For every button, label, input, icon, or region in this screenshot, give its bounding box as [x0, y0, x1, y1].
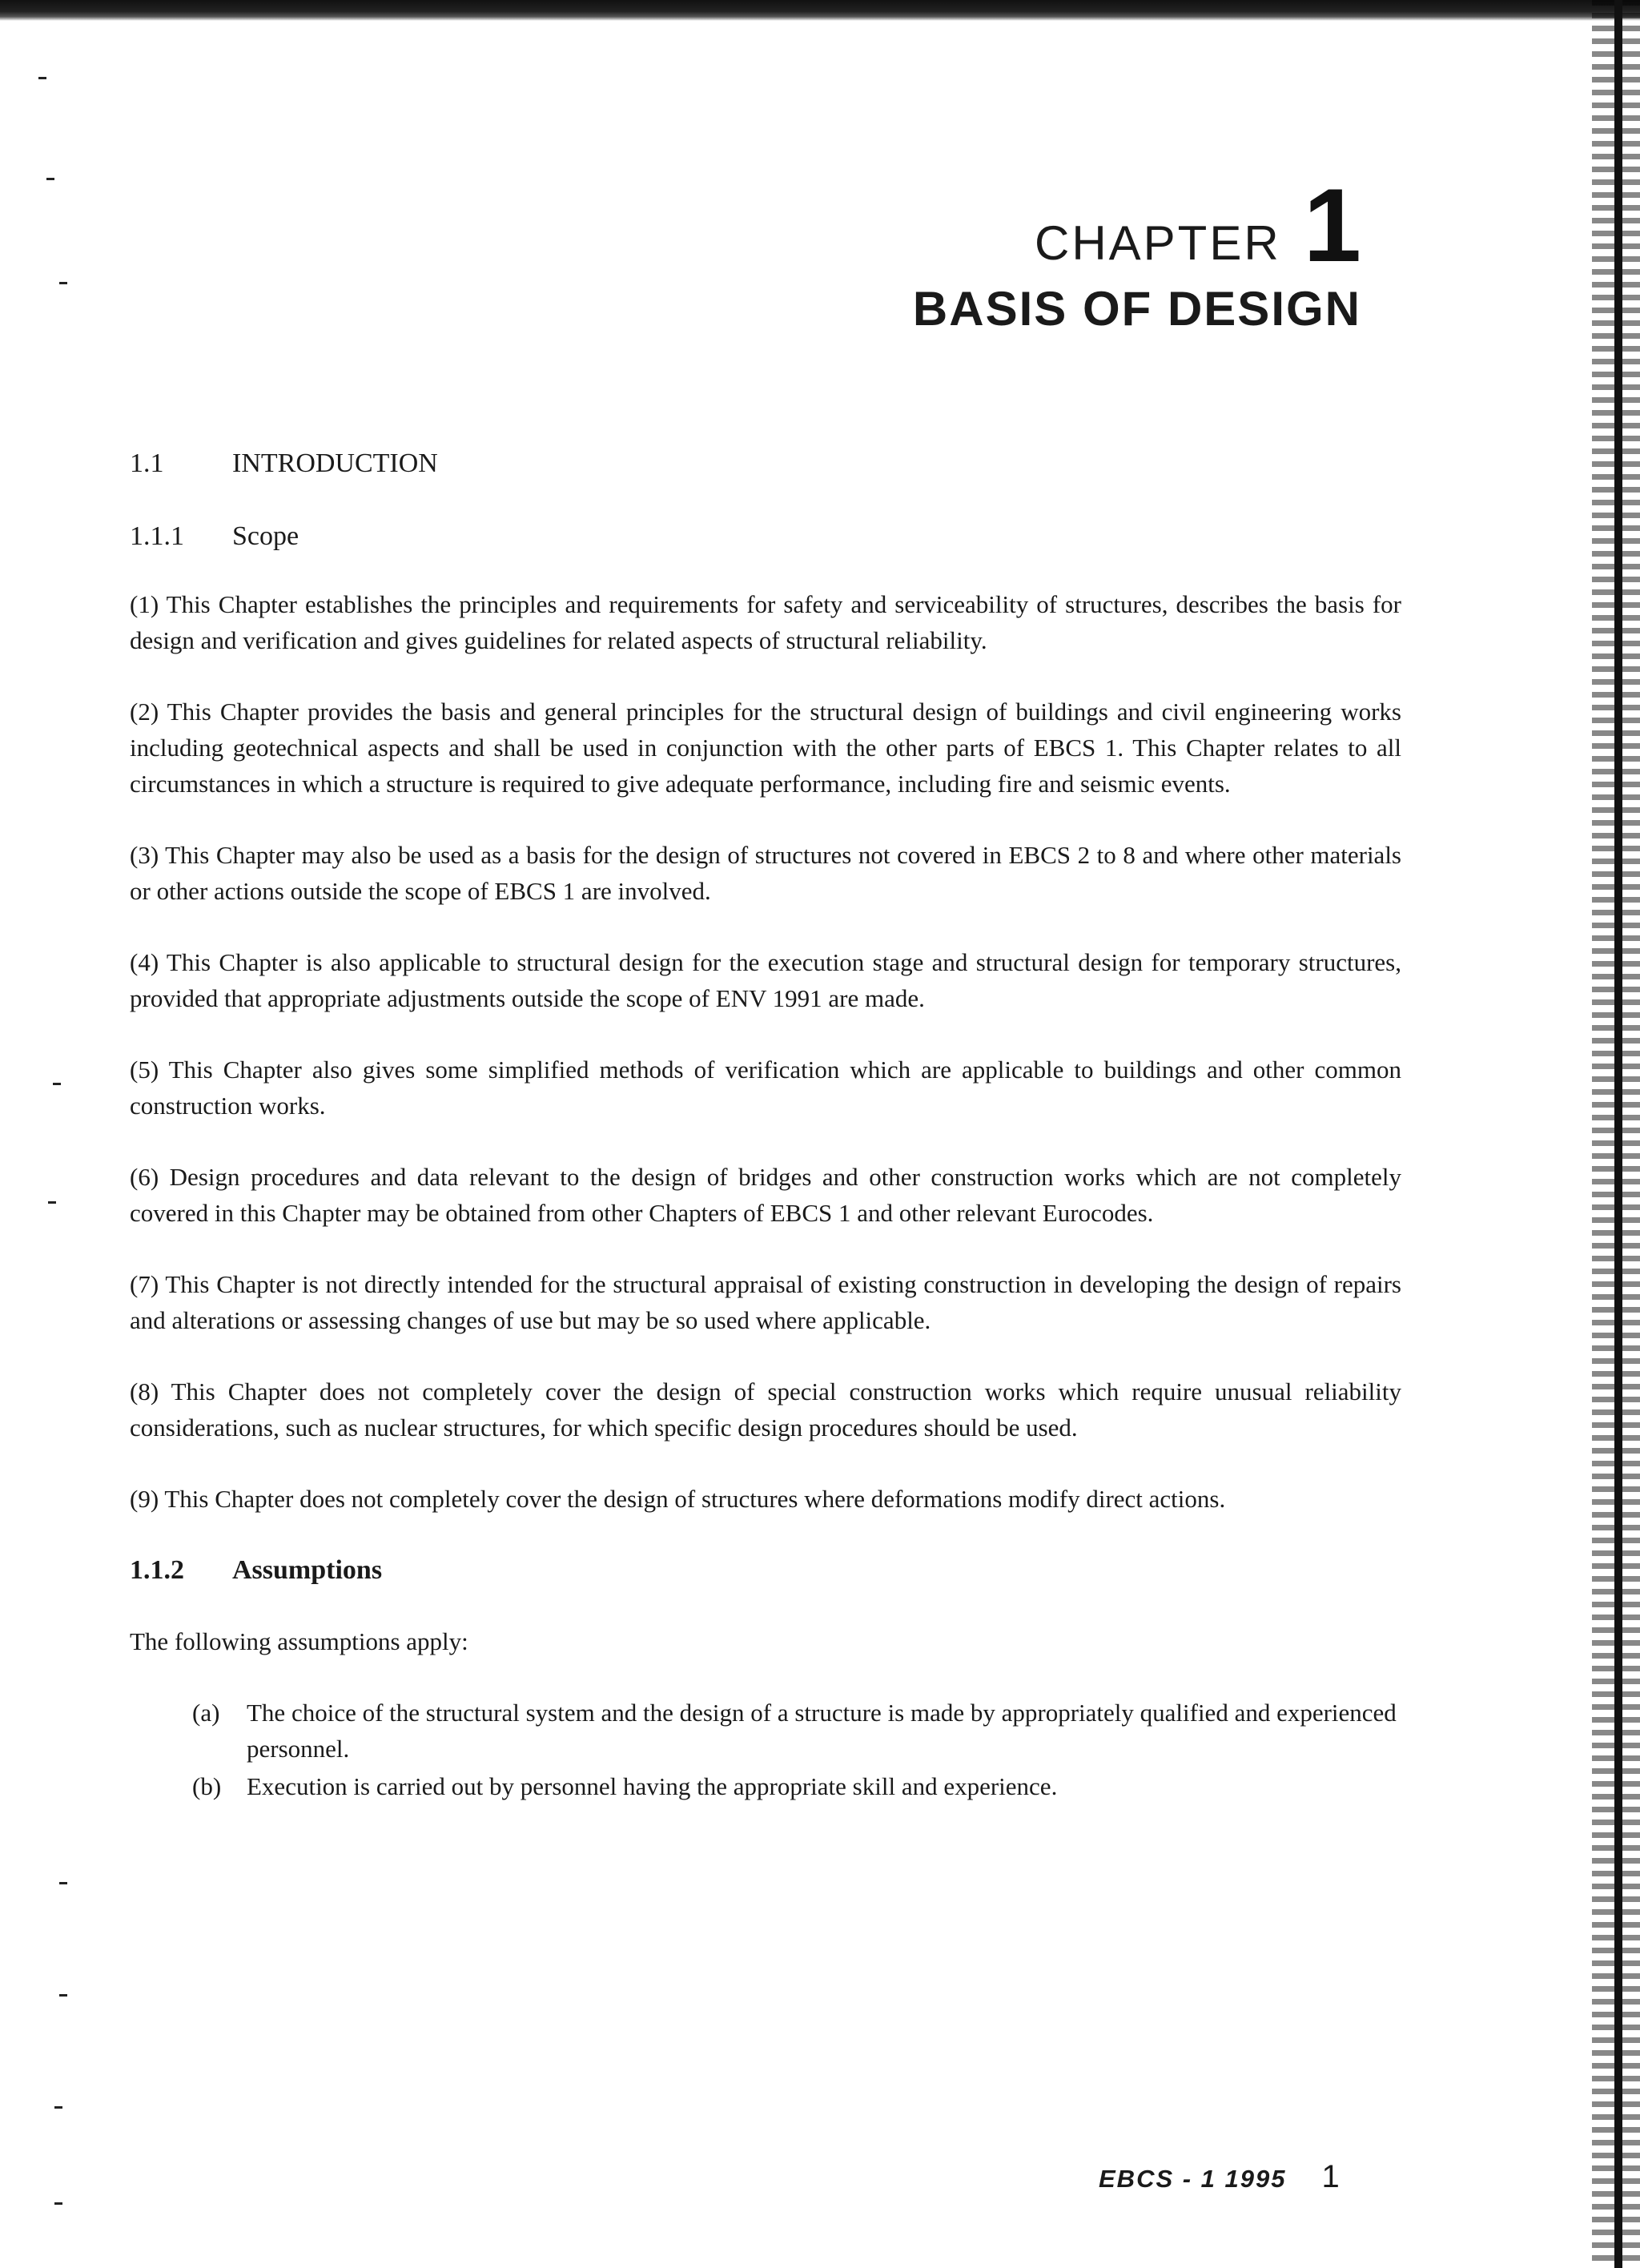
margin-mark [54, 2106, 62, 2109]
page-footer [1099, 2159, 1340, 2195]
subsection-heading-assumptions [130, 1552, 1401, 1588]
list-item-text: Execution is carried out by personnel having the appropriate skill and experience. [247, 1772, 1058, 1800]
page-content [130, 445, 1401, 1806]
scope-paragraph-3: (3) This Chapter may also be used as a basis for the design of structures not covered in EBCS 2 to 8 and where other materials or other actions outside the scope of EBCS 1 are involved. [130, 841, 1401, 905]
margin-mark [59, 1882, 67, 1884]
margin-mark [48, 1201, 56, 1204]
subsection-title: Scope [232, 521, 299, 551]
scope-paragraph-4: (4) This Chapter is also applicable to structural design for the execution stage and structural design for temporary structures, provided that appropriate adjustments outside the scope of ENV 1991 are made. [130, 948, 1401, 1012]
subsection-heading-scope [130, 518, 1401, 554]
scope-paragraph-9: (9) This Chapter does not completely cover the design of structures where deformations modify direct actions. [130, 1485, 1226, 1513]
chapter-heading [912, 167, 1361, 336]
margin-mark [38, 77, 46, 79]
page-number: 1 [1321, 2159, 1340, 2194]
scope-paragraph-5: (5) This Chapter also gives some simplified methods of verification which are applicable to buildings and other common construction works. [130, 1056, 1401, 1120]
section-number: 1.1 [130, 448, 164, 478]
section-title: INTRODUCTION [232, 448, 438, 478]
subsection-number: 1.1.2 [130, 1555, 184, 1585]
list-item-label: (a) [192, 1699, 220, 1727]
list-item-text: The choice of the structural system and the design of a structure is made by appropriately qualified and experienced personnel. [247, 1699, 1397, 1763]
list-item-label: (b) [192, 1772, 222, 1800]
scan-top-border [0, 0, 1640, 21]
margin-mark [46, 178, 54, 180]
list-item [130, 1768, 1401, 1804]
chapter-title: BASIS OF DESIGN [912, 282, 1361, 336]
list-item [130, 1695, 1401, 1767]
margin-mark [54, 2202, 62, 2205]
margin-mark [59, 1994, 67, 1997]
chapter-number: 1 [1303, 167, 1361, 284]
margin-mark [59, 282, 67, 284]
scope-paragraph-7: (7) This Chapter is not directly intended for the structural appraisal of existing construction in developing the design of repairs and alterations or assessing changes of use but may be so used where applicable. [130, 1270, 1401, 1334]
chapter-line [913, 167, 1361, 284]
assumptions-intro: The following assumptions apply: [130, 1627, 468, 1655]
margin-mark [53, 1083, 61, 1085]
section-heading [130, 445, 1401, 481]
scan-right-edge [1614, 0, 1622, 2268]
scope-paragraph-2: (2) This Chapter provides the basis and general principles for the structural design of buildings and civil engineering works including geotechnical aspects and shall be used in conjunction with the other parts of EBCS 1. This Chapter relates to all circumstances in which a structure is required to give adequate performance, including fire and seismic events. [130, 698, 1401, 798]
chapter-label: CHAPTER [1034, 216, 1281, 270]
scope-paragraph-6: (6) Design procedures and data relevant to the design of bridges and other construction works which are not completely covered in this Chapter may be obtained from other Chapters of EBCS 1 and other relevant Eurocodes. [130, 1163, 1401, 1227]
scope-paragraph-8: (8) This Chapter does not completely cover the design of special construction works which require unusual reliability considerations, such as nuclear structures, for which specific design procedures should be used. [130, 1377, 1401, 1442]
subsection-title: Assumptions [232, 1555, 383, 1585]
subsection-number: 1.1.1 [130, 521, 184, 551]
assumptions-list [130, 1695, 1401, 1804]
footer-document-id: EBCS - 1 1995 [1099, 2165, 1287, 2193]
scope-paragraph-1: (1) This Chapter establishes the principles and requirements for safety and serviceability of structures, describes the basis for design and verification and gives guidelines for related aspects of structural reliability. [130, 590, 1401, 654]
